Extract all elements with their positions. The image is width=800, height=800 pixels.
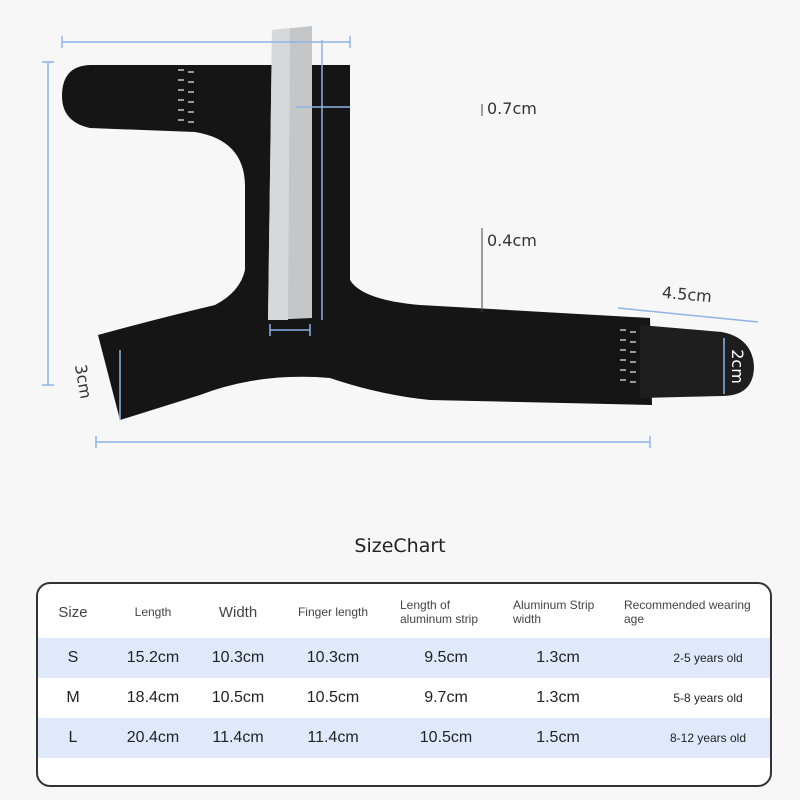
cell-wearing-age: 5-8 years old — [673, 691, 743, 705]
cell-width: 10.5cm — [211, 689, 265, 706]
aluminum-strip — [268, 26, 312, 320]
strip-thickness-label: 0.4cm — [487, 231, 537, 250]
cell-strip-width: 1.5cm — [536, 729, 580, 746]
cell-finger-length: 11.4cm — [307, 729, 359, 746]
size-chart-table — [36, 582, 772, 787]
cell-width: 10.3cm — [211, 649, 265, 666]
cell-length: 18.4cm — [126, 689, 180, 706]
table-row — [38, 678, 770, 718]
strip-width-label: 0.7cm — [487, 99, 537, 118]
cell-wearing-age: 2-5 years old — [673, 651, 743, 665]
table-row — [38, 718, 770, 758]
header-strip-length: Length of aluminum strip — [400, 598, 479, 626]
cell-strip-length: 9.7cm — [424, 689, 468, 706]
cell-finger-length: 10.3cm — [306, 649, 360, 666]
cell-strip-width: 1.3cm — [536, 689, 580, 706]
cell-size: S — [67, 649, 79, 666]
header-wearing-age: Recommended wearing age — [624, 598, 751, 626]
header-size: Size — [58, 603, 88, 621]
cell-length: 15.2cm — [126, 649, 180, 666]
header-length: Length — [134, 605, 172, 619]
header-finger-length: Finger length — [297, 605, 369, 619]
table-row — [38, 638, 770, 678]
cell-wearing-age: 8-12 years old — [669, 731, 747, 745]
cell-width: 11.4cm — [212, 729, 264, 746]
cell-size: L — [68, 729, 78, 746]
cell-strip-length: 9.5cm — [424, 649, 468, 666]
cell-strip-length: 10.5cm — [419, 729, 473, 746]
header-strip-width: Aluminum Strip width — [513, 598, 595, 626]
cell-length: 20.4cm — [126, 729, 180, 746]
size-chart-title: SizeChart — [354, 535, 446, 557]
base-width-label: 3cm — [70, 362, 96, 401]
strap-length-label: 4.5cm — [661, 282, 713, 307]
cell-strip-width: 1.3cm — [536, 649, 580, 666]
table-header-row — [38, 590, 770, 634]
header-width: Width — [218, 603, 258, 621]
splint-brace — [62, 65, 754, 420]
cell-finger-length: 10.5cm — [306, 689, 360, 706]
strap-width-label: 2cm — [727, 349, 747, 384]
cell-size: M — [66, 689, 80, 706]
